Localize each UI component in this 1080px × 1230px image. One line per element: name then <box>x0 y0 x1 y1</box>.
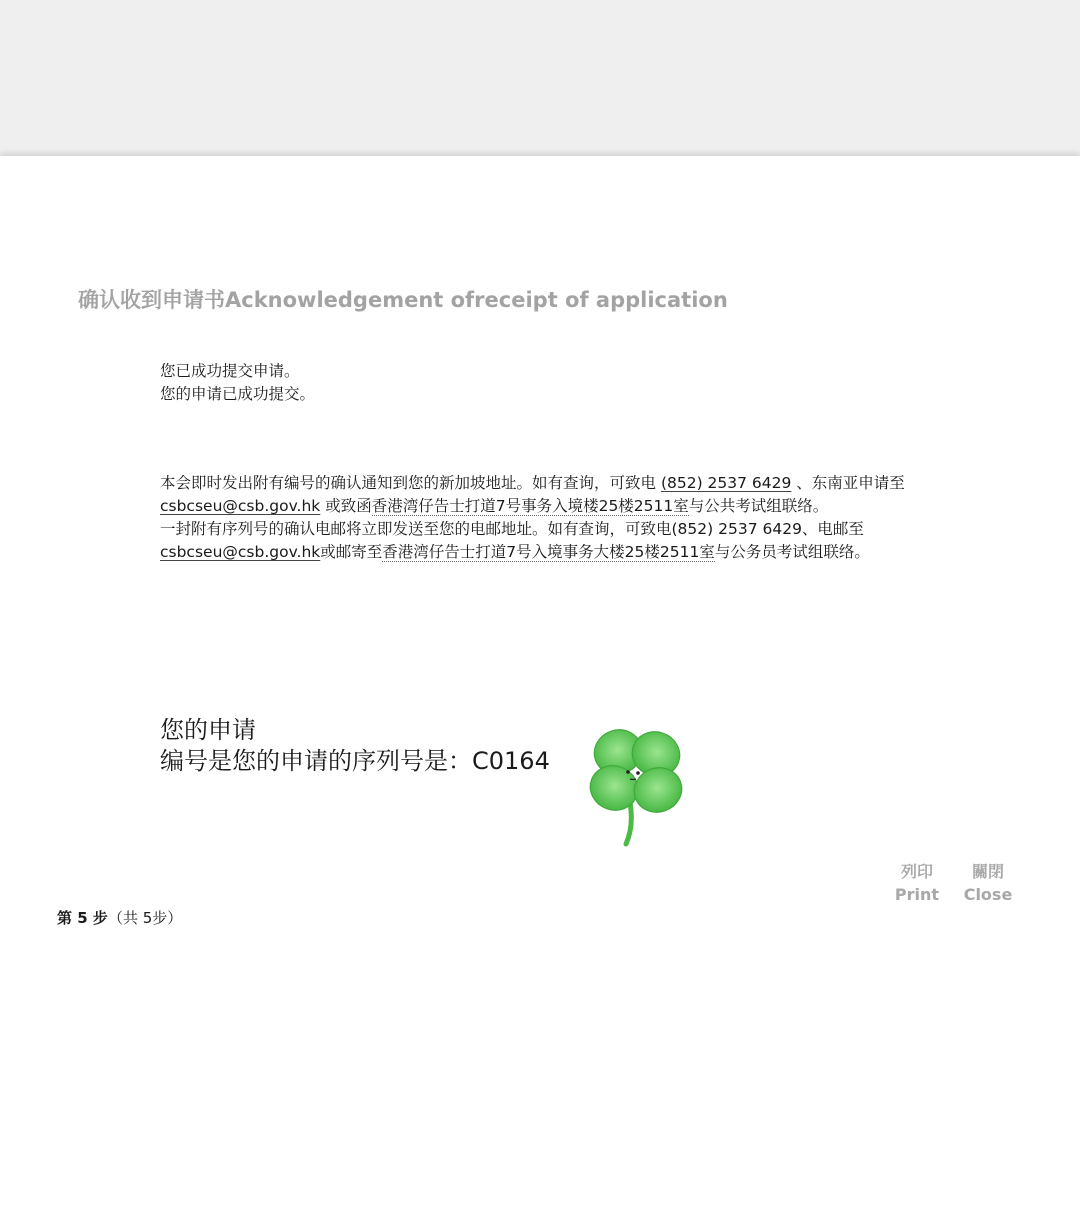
phone-link[interactable]: (852) 2537 6429 <box>660 474 792 492</box>
application-line-1: 您的申请 <box>160 716 256 744</box>
application-number <box>160 715 550 777</box>
page-title: 确认收到申请书Acknowledgement ofreceipt of application <box>78 288 728 312</box>
page-sheet <box>0 156 1080 1230</box>
close-label-en: Close <box>963 885 1013 904</box>
step-total: （共 5步） <box>107 909 183 927</box>
four-leaf-clover-icon <box>578 722 696 850</box>
print-label-en: Print <box>894 885 940 904</box>
application-line-2: 编号是您的申请的序列号是：C0164 <box>160 747 550 775</box>
top-bar <box>0 0 1080 156</box>
address-text: 香港湾仔告士打道7号事务入境楼25楼2511室 <box>371 497 689 515</box>
print-label-zh: 列印 <box>900 862 933 881</box>
notice-paragraph-2: 一封附有序列号的确认电邮将立即发送至您的电邮地址。如有查询，可致电(852) 2537 6429、电邮至csbcseu@csb.gov.hk或邮寄至香港湾仔告士打道7号入境事务大楼25楼2511室与公务员考试组联络。 <box>160 520 870 561</box>
email-link-2[interactable]: csbcseu@csb.gov.hk <box>160 543 321 561</box>
success-line-1: 您已成功提交申请。 <box>160 362 300 380</box>
print-button[interactable] <box>892 860 942 906</box>
success-line-2: 您的申请已成功提交。 <box>160 385 316 403</box>
success-message <box>160 360 930 406</box>
email-link[interactable]: csbcseu@csb.gov.hk <box>160 497 321 515</box>
close-label-zh: 關閉 <box>971 862 1004 881</box>
confirmation-notice <box>160 472 930 564</box>
notice-paragraph-1: 本会即时发出附有编号的确认通知到您的新加坡地址。如有查询，可致电 (852) 2537 6429 、东南亚申请至 csbcseu@csb.gov.hk 或致函香港湾仔告士打道7号事务入境楼25楼2511室与公共考试组联络。 <box>160 474 905 515</box>
step-current: 5 <box>77 909 88 927</box>
step-indicator: 第 5 步（共 5步） <box>57 909 183 927</box>
address-text-2: 香港湾仔告士打道7号入境事务大楼25楼2511室 <box>382 543 715 561</box>
close-button[interactable] <box>960 860 1016 906</box>
